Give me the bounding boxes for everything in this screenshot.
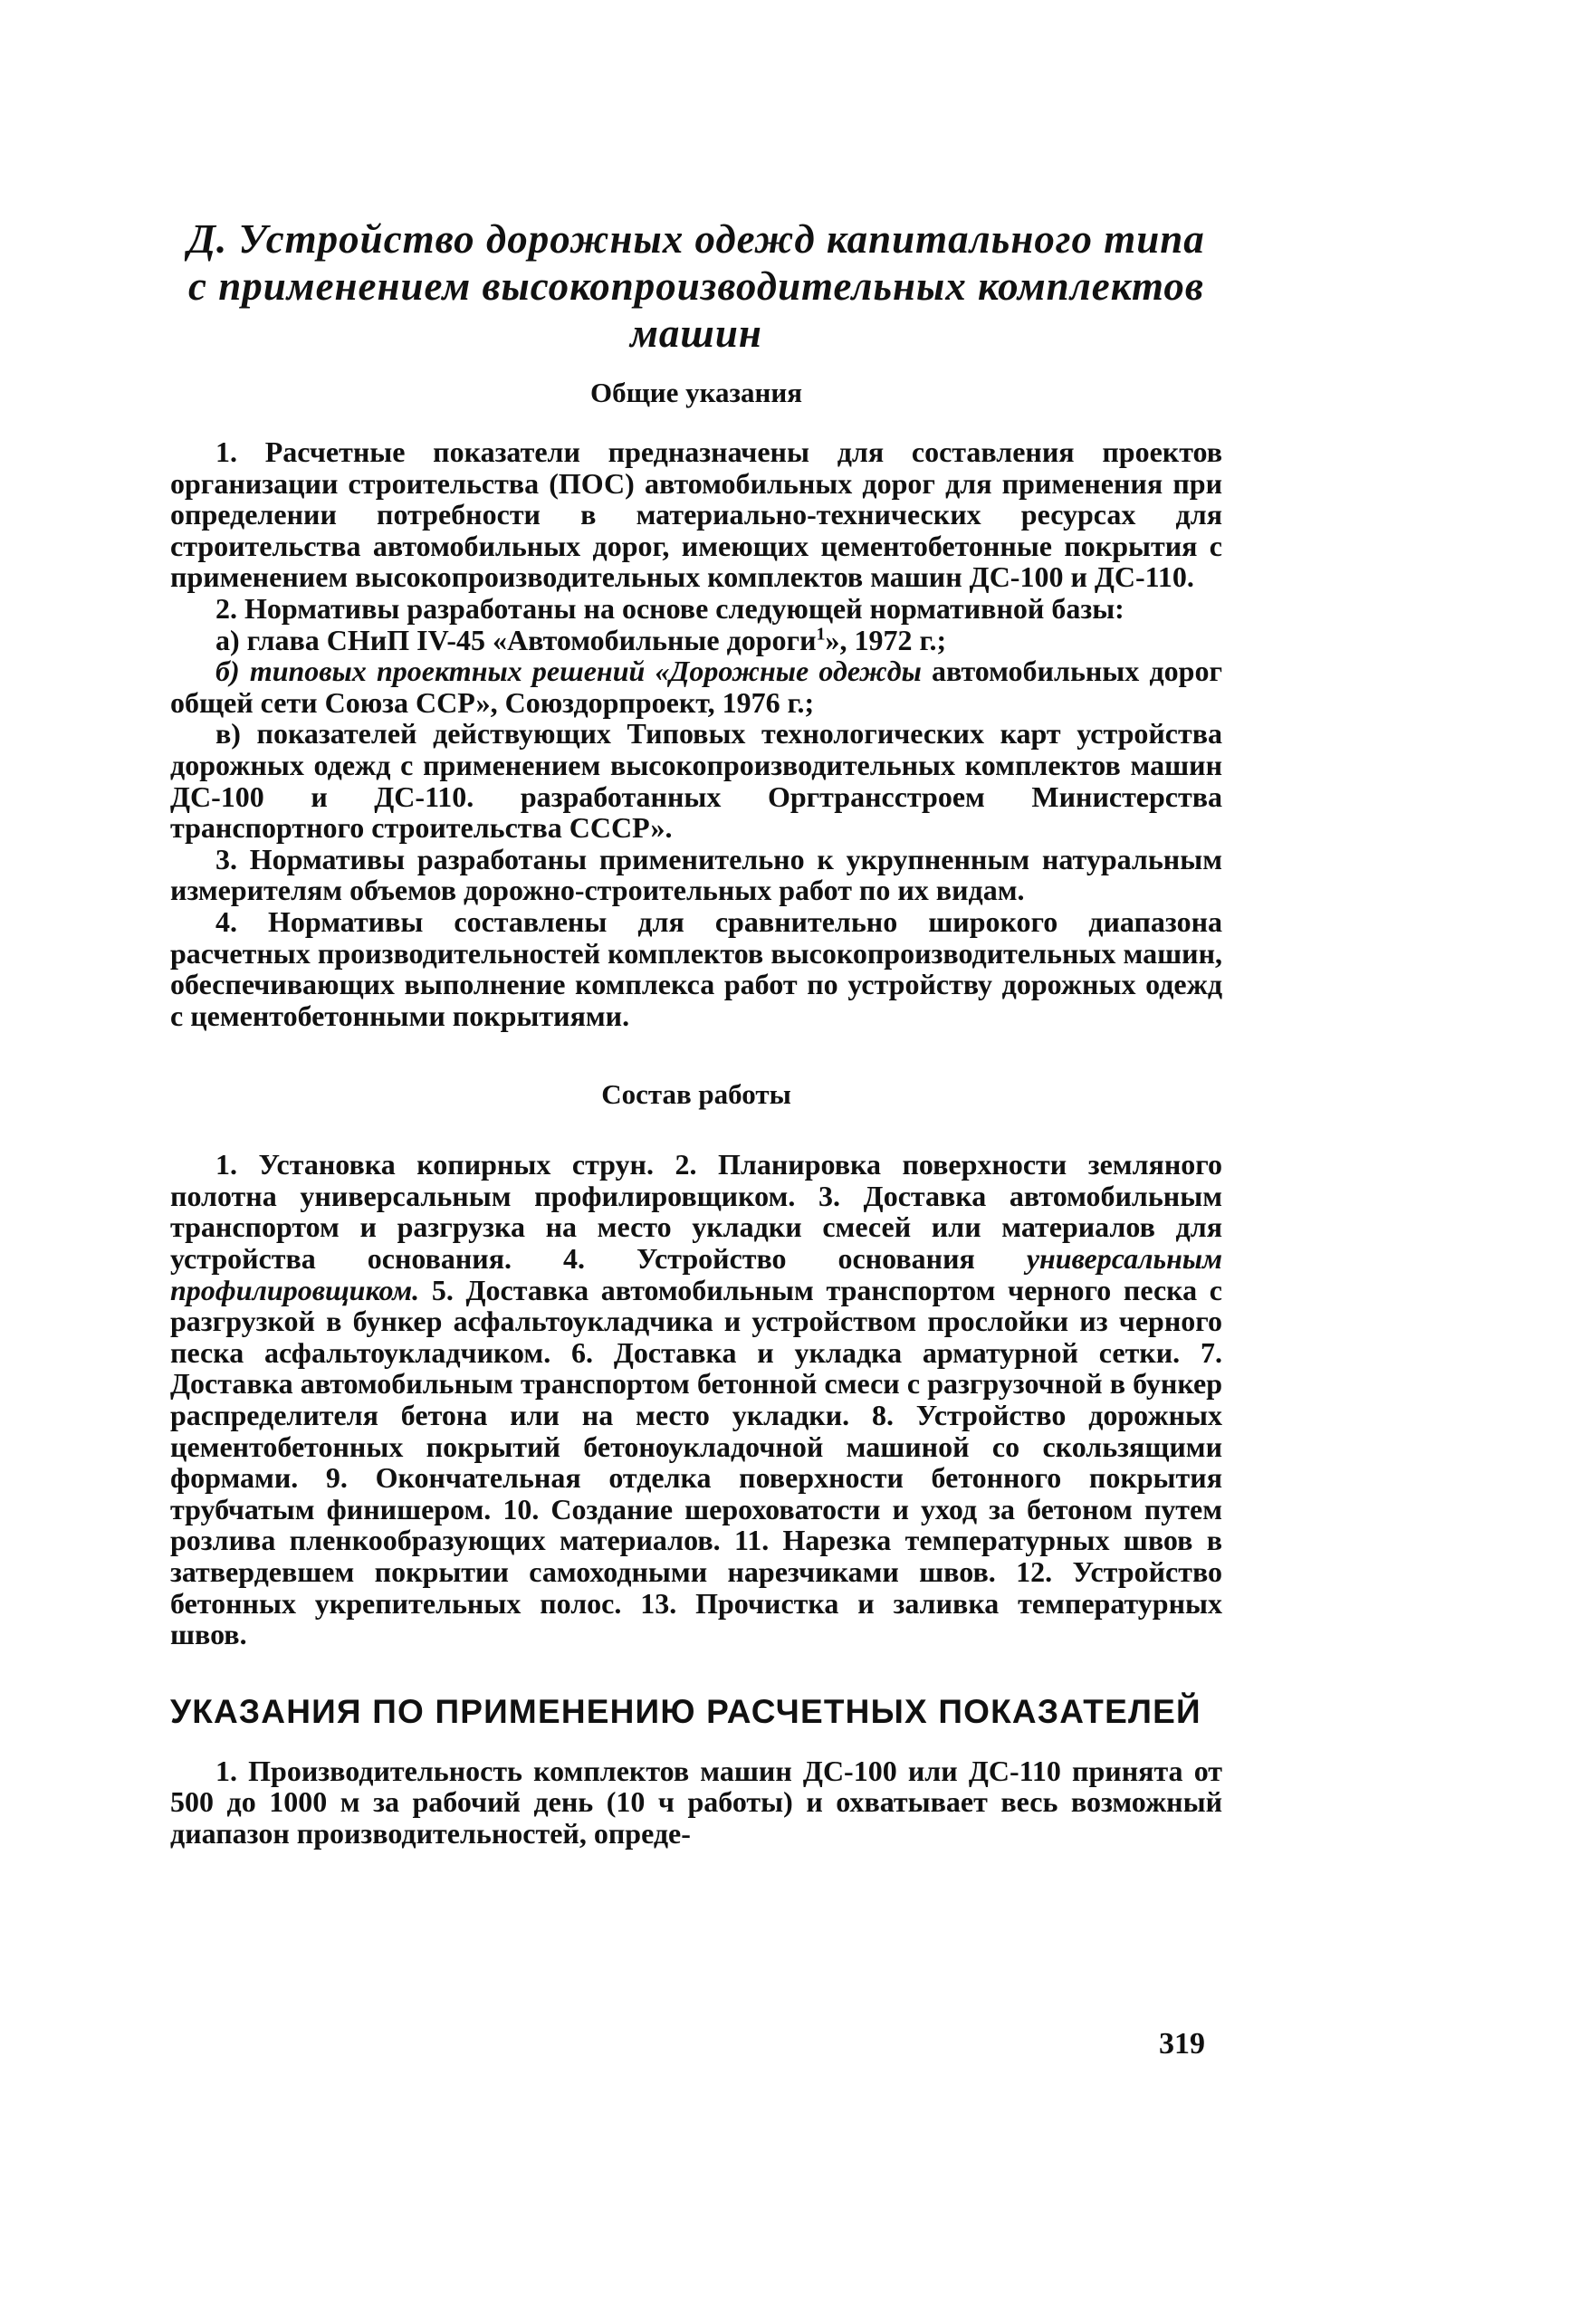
- general-item-c: в) показателей действующих Типовых технологических карт устройства дорожных одежд с применением высокопроизводительных комплектов машин ДС-100 и ДС-110. разработанных Оргтрансстроем Министерства транспортного строительства СССР».: [170, 717, 1222, 845]
- work-text-part-2: 5. Доставка автомобильным транспортом черного песка с разгрузкой в бункер асфальтоукладчика и устройством прослойки из черного песка асфальтоукладчиком. 6. Доставка и укладка арматурной сетки. 7. Доставка автомобильным транспортом бетонной смеси с разгрузочной в бункер распределителя бетона или на место укладки. 8. Устройство дорожных цементобетонных покрытий бетоноукладочной машиной со скользящими формами. 9. Окончательная отделка поверхности бетонного покрытия трубчатым финишером. 10. Создание шероховатости и уход за бетоном путем розлива пленкообразующих материалов. 11. Нарезка температурных швов в затвердевшем покрытии самоходными нарезчиками швов. 12. Устройство бетонных укрепительных полос. 13. Прочистка и заливка температурных швов.: [170, 1273, 1222, 1651]
- work-text-italic: универсальным профилировщиком.: [170, 1242, 1222, 1306]
- general-item-b: [170, 655, 1222, 718]
- general-paragraph-2: 2. Нормативы разработаны на основе следующей нормативной базы:: [215, 591, 1124, 625]
- general-paragraph-4: 4. Нормативы составлены для сравнительно широкого диапазона расчетных производительностей комплектов высокопроизводительных машин, обеспечивающих выполнение комплекса работ по устройству дорожных одежд с цементобетонными покрытиями.: [170, 904, 1222, 1032]
- general-item-a-end: », 1972 г.;: [825, 623, 947, 656]
- general-heading: Общие указания: [590, 377, 802, 408]
- general-paragraph-3: 3. Нормативы разработаны применительно к укрупненным натуральным измерителям объемов дорожно-строительных работ по их видам.: [170, 842, 1222, 907]
- work-text-part-1: 1. Установка копирных струн. 2. Планировка поверхности земляного полотна универсальным профилировщиком. 3. Доставка автомобильным транспортом и разгрузка на место укладки смесей или материалов для устройства основания. 4. Устройство основания: [170, 1148, 1222, 1276]
- work-paragraph: [170, 1149, 1222, 1650]
- page-number: 319: [1159, 2027, 1205, 2061]
- general-item-a: [170, 625, 1222, 656]
- section-title: [170, 215, 1222, 357]
- section-title-line-3: машин: [630, 311, 762, 356]
- footnote-marker: 1: [816, 623, 826, 644]
- usage-heading: УКАЗАНИЯ ПО ПРИМЕНЕНИЮ РАСЧЕТНЫХ ПОКАЗАТЕЛЕЙ: [170, 1692, 1201, 1730]
- section-title-line-2: с применением высокопроизводительных комплектов: [187, 263, 1205, 309]
- usage-paragraph-1: 1. Производительность комплектов машин ДС-100 или ДС-110 принята от 500 до 1000 м за рабочий день (10 ч работы) и охватывает весь возможный диапазон производительностей, опреде-: [170, 1754, 1222, 1850]
- section-title-line-1: Д. Устройство дорожных одежд капитального типа: [187, 216, 1205, 262]
- general-item-b-italic: б) типовых проектных решений «Дорожные одежды: [215, 655, 922, 688]
- general-paragraph-1: 1. Расчетные показатели предназначены для составления проектов организации строительства (ПОС) автомобильных дорог для применения при определении потребности в материально-технических ресурсах для строительства автомобильных дорог, имеющих цементобетонные покрытия с применением высокопроизводительных комплектов машин ДС-100 и ДС-110.: [170, 435, 1222, 594]
- text-column: [170, 215, 1222, 1850]
- work-heading: Состав работы: [601, 1078, 791, 1111]
- general-item-a-text: а) глава СНиП IV-45 «Автомобильные дороги: [215, 623, 817, 656]
- general-item-b-text: автомобильных дорог общей сети Союза ССР», Союздорпроект, 1976 г.;: [170, 655, 1223, 719]
